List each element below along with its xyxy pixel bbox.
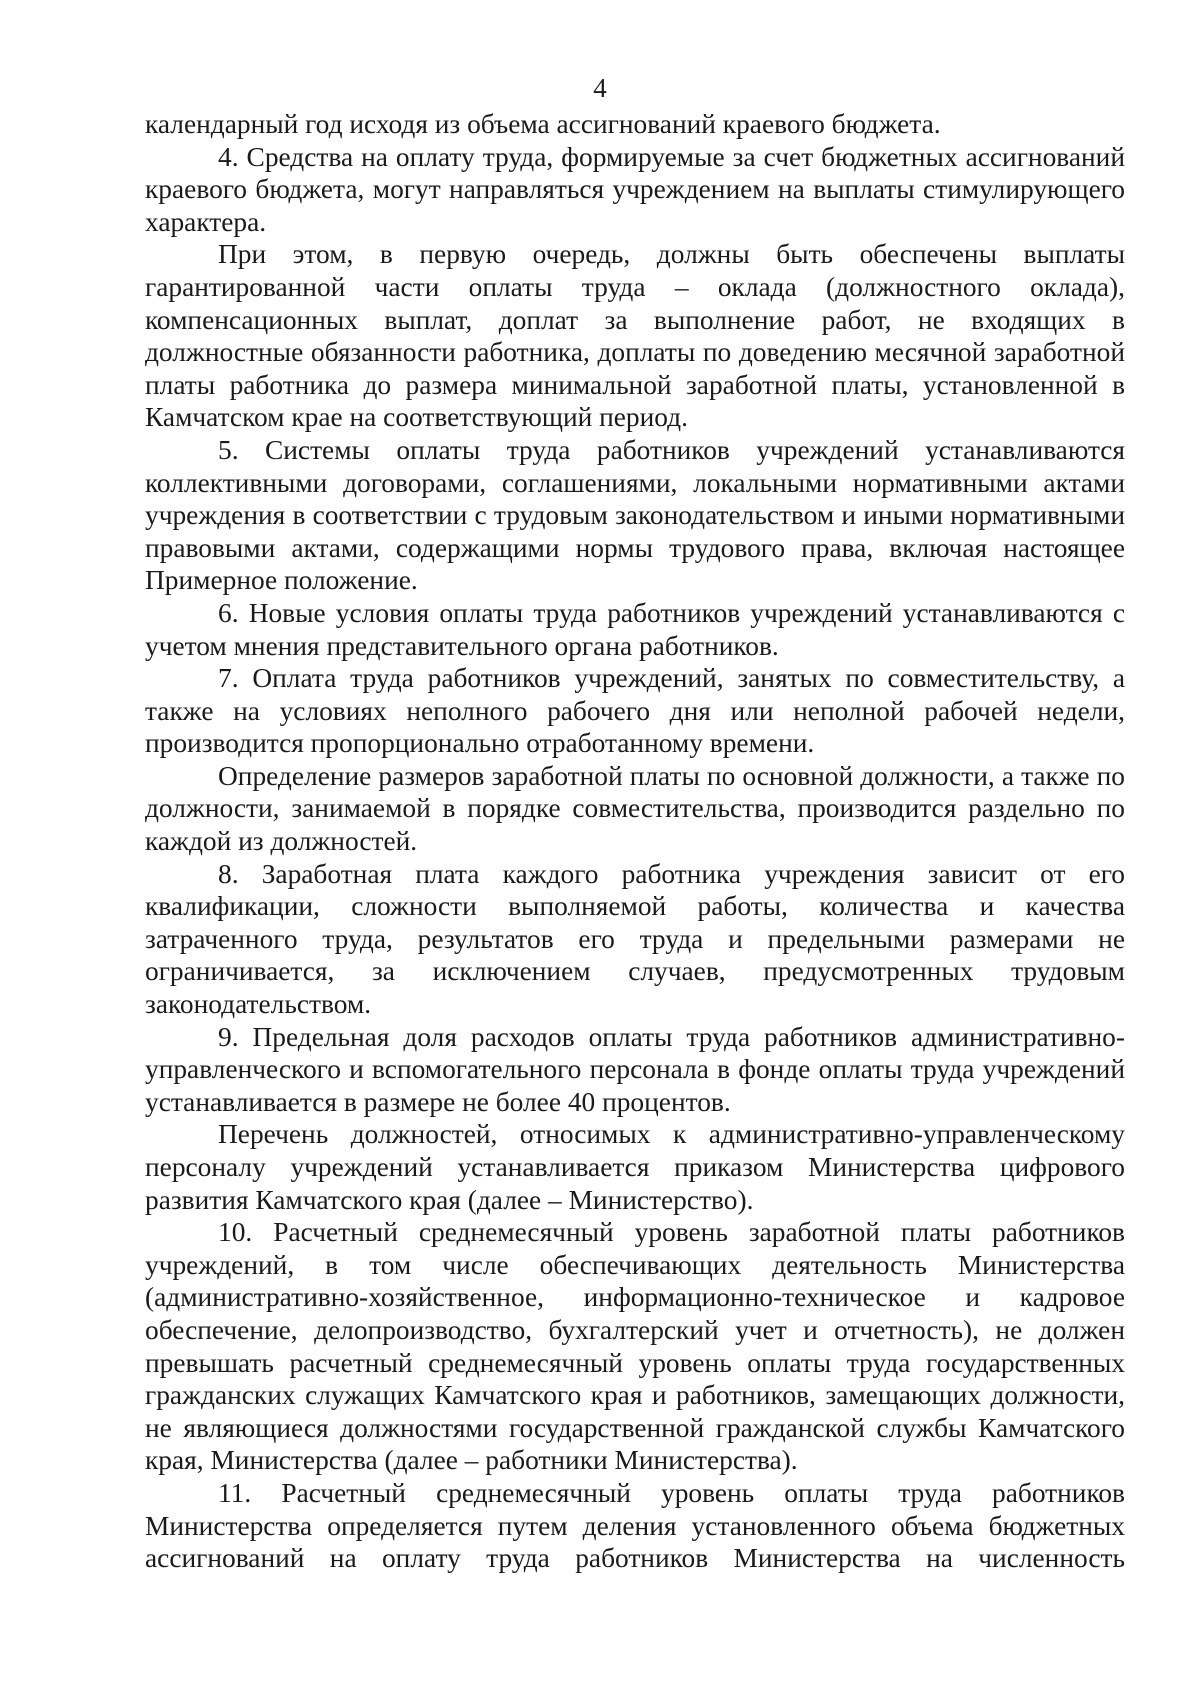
paragraph-continuation: календарный год исходя из объема ассигнований краевого бюджета. [145,109,941,139]
paragraph-item-4: 4. Средства на оплату труда, формируемые за счет бюджетных ассигнований краевого бюджета, могут направляться учреждением на выплаты стимулирующего характера. [145,141,1125,237]
paragraph-item-7-continued: Определение размеров заработной платы по основной должности, а также по должности, занимаемой в порядке совместительства, производится раздельно по каждой из должностей. [145,760,1125,857]
paragraph-item-6: 6. Новые условия оплаты труда работников учреждений устанавливаются с учетом мнения представительного органа работников. [145,597,1125,661]
paragraph-item-9: 9. Предельная доля расходов оплаты труда работников административно-управленческого и вспомогательного персонала в фонде оплаты труда учреждений устанавливается в размере не более 40 процентов. [145,1021,1125,1117]
paragraph-item-11: 11. Расчетный среднемесячный уровень оплаты труда работников Министерства определяется путем деления установленного объема бюджетных ассигнований на оплату труда работников Министерства на численность [145,1477,1125,1574]
paragraph-item-4-continued: При этом, в первую очередь, должны быть обеспечены выплаты гарантированной части оплаты труда – оклада (должностного оклада), компенсационных выплат, доплат за выполнение работ, не входящих в должностные обязанности работника, доплаты по доведению месячной заработной платы работника до размера минимальной заработной платы, установленной в Камчатском крае на соответствующий период. [145,239,1125,433]
page-number: 4 [593,73,607,103]
paragraph-item-9-continued: Перечень должностей, относимых к административно-управленческому персоналу учреждений устанавливается приказом Министерства цифрового развития Камчатского края (далее – Министерство). [145,1119,1125,1215]
document-body [145,108,1125,1575]
paragraph-item-10: 10. Расчетный среднемесячный уровень заработной платы работников учреждений, в том числе обеспечивающих деятельность Министерства (административно-хозяйственное, информационно-техническое и кадровое обеспечение, делопроизводство, бухгалтерский учет и отчетность), не должен превышать расчетный среднемесячный уровень оплаты труда государственных гражданских служащих Камчатского края и работников, замещающих должности, не являющиеся должностями государственной гражданской службы Камчатского края, Министерства (далее – работники Министерства). [145,1217,1125,1476]
paragraph-item-5: 5. Системы оплаты труда работников учреждений устанавливаются коллективными договорами, соглашениями, локальными нормативными актами учреждения в соответствии с трудовым законодательством и иными нормативными правовыми актами, содержащими нормы трудового права, включая настоящее Примерное положение. [145,434,1125,596]
paragraph-item-8: 8. Заработная плата каждого работника учреждения зависит от его квалификации, сложности выполняемой работы, количества и качества затраченного труда, результатов его труда и предельными размерами не ограничивается, за исключением случаев, предусмотренных трудовым законодательством. [145,858,1125,1020]
paragraph-item-7: 7. Оплата труда работников учреждений, занятых по совместительству, а также на условиях неполного рабочего дня или неполной рабочей недели, производится пропорционально отработанному времени. [145,663,1125,759]
